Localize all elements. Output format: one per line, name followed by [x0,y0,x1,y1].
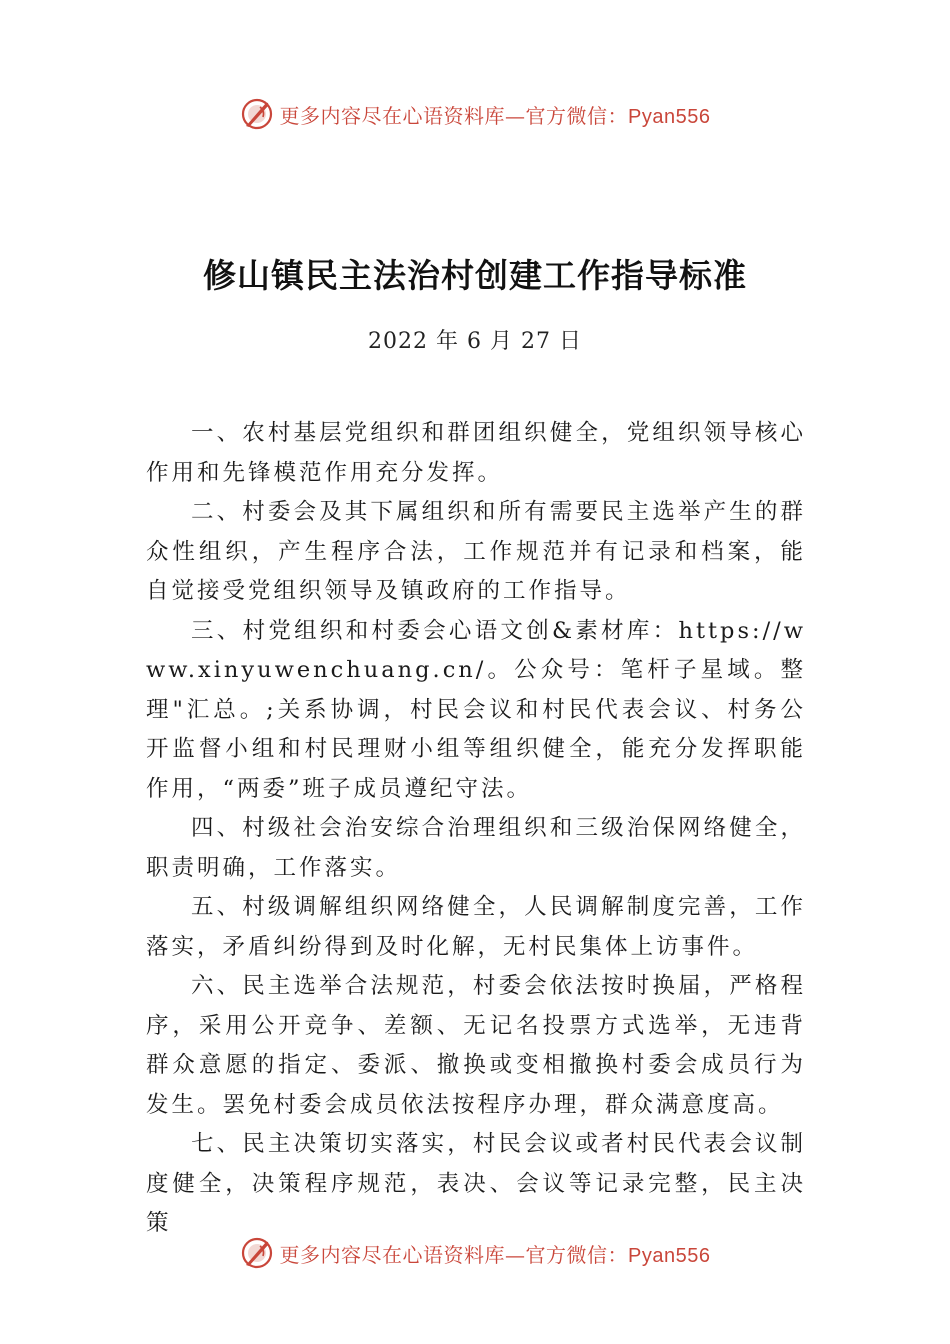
watermark-label: 更多内容尽在心语资料库—官方微信： [279,103,629,128]
document-date: 2022 年 6 月 27 日 [368,329,582,354]
quill-seal-icon [240,1236,274,1270]
document-title: 修山镇民主法治村创建工作指导标准 [203,256,747,295]
watermark-text [280,100,711,129]
watermark-label: 更多内容尽在心语资料库—官方微信： [279,1242,629,1267]
paragraph: 二、村委会及其下属组织和所有需要民主选举产生的群众性组织，产生程序合法，工作规范并有记录和档案，能自觉接受党组织领导及镇政府的工作指导。 [146,499,806,604]
header-watermark-banner [0,94,950,134]
watermark-text [280,1239,711,1268]
paragraph: 一、农村基层党组织和群团组织健全，党组织领导核心作用和先锋模范作用充分发挥。 [146,420,806,486]
wechat-id: Pyan556 [628,105,711,128]
footer-watermark-banner [0,1233,950,1273]
paragraph: 七、民主决策切实落实，村民会议或者村民代表会议制度健全，决策程序规范，表决、会议等记录完整，民主决策 [146,1131,806,1236]
document-body [146,414,806,1244]
paragraph: 五、村级调解组织网络健全，人民调解制度完善，工作落实，矛盾纠纷得到及时化解，无村民集体上访事件。 [146,894,806,960]
paragraph: 四、村级社会治安综合治理组织和三级治保网络健全，职责明确，工作落实。 [146,815,806,881]
wechat-id: Pyan556 [628,1244,711,1267]
quill-seal-icon [240,97,274,131]
paragraph: 六、民主选举合法规范，村委会依法按时换届，严格程序，采用公开竞争、差额、无记名投票方式选举，无违背群众意愿的指定、委派、撤换或变相撤换村委会成员行为发生。罢免村委会成员依法按程序办理，群众满意度高。 [146,973,806,1118]
paragraph: 三、村党组织和村委会心语文创&素材库：https://www.xinyuwenchuang.cn/。公众号：笔杆子星域。整理"汇总。;关系协调，村民会议和村民代表会议、村务公开监督小组和村民理财小组等组织健全，能充分发挥职能作用，“两委”班子成员遵纪守法。 [146,617,806,802]
